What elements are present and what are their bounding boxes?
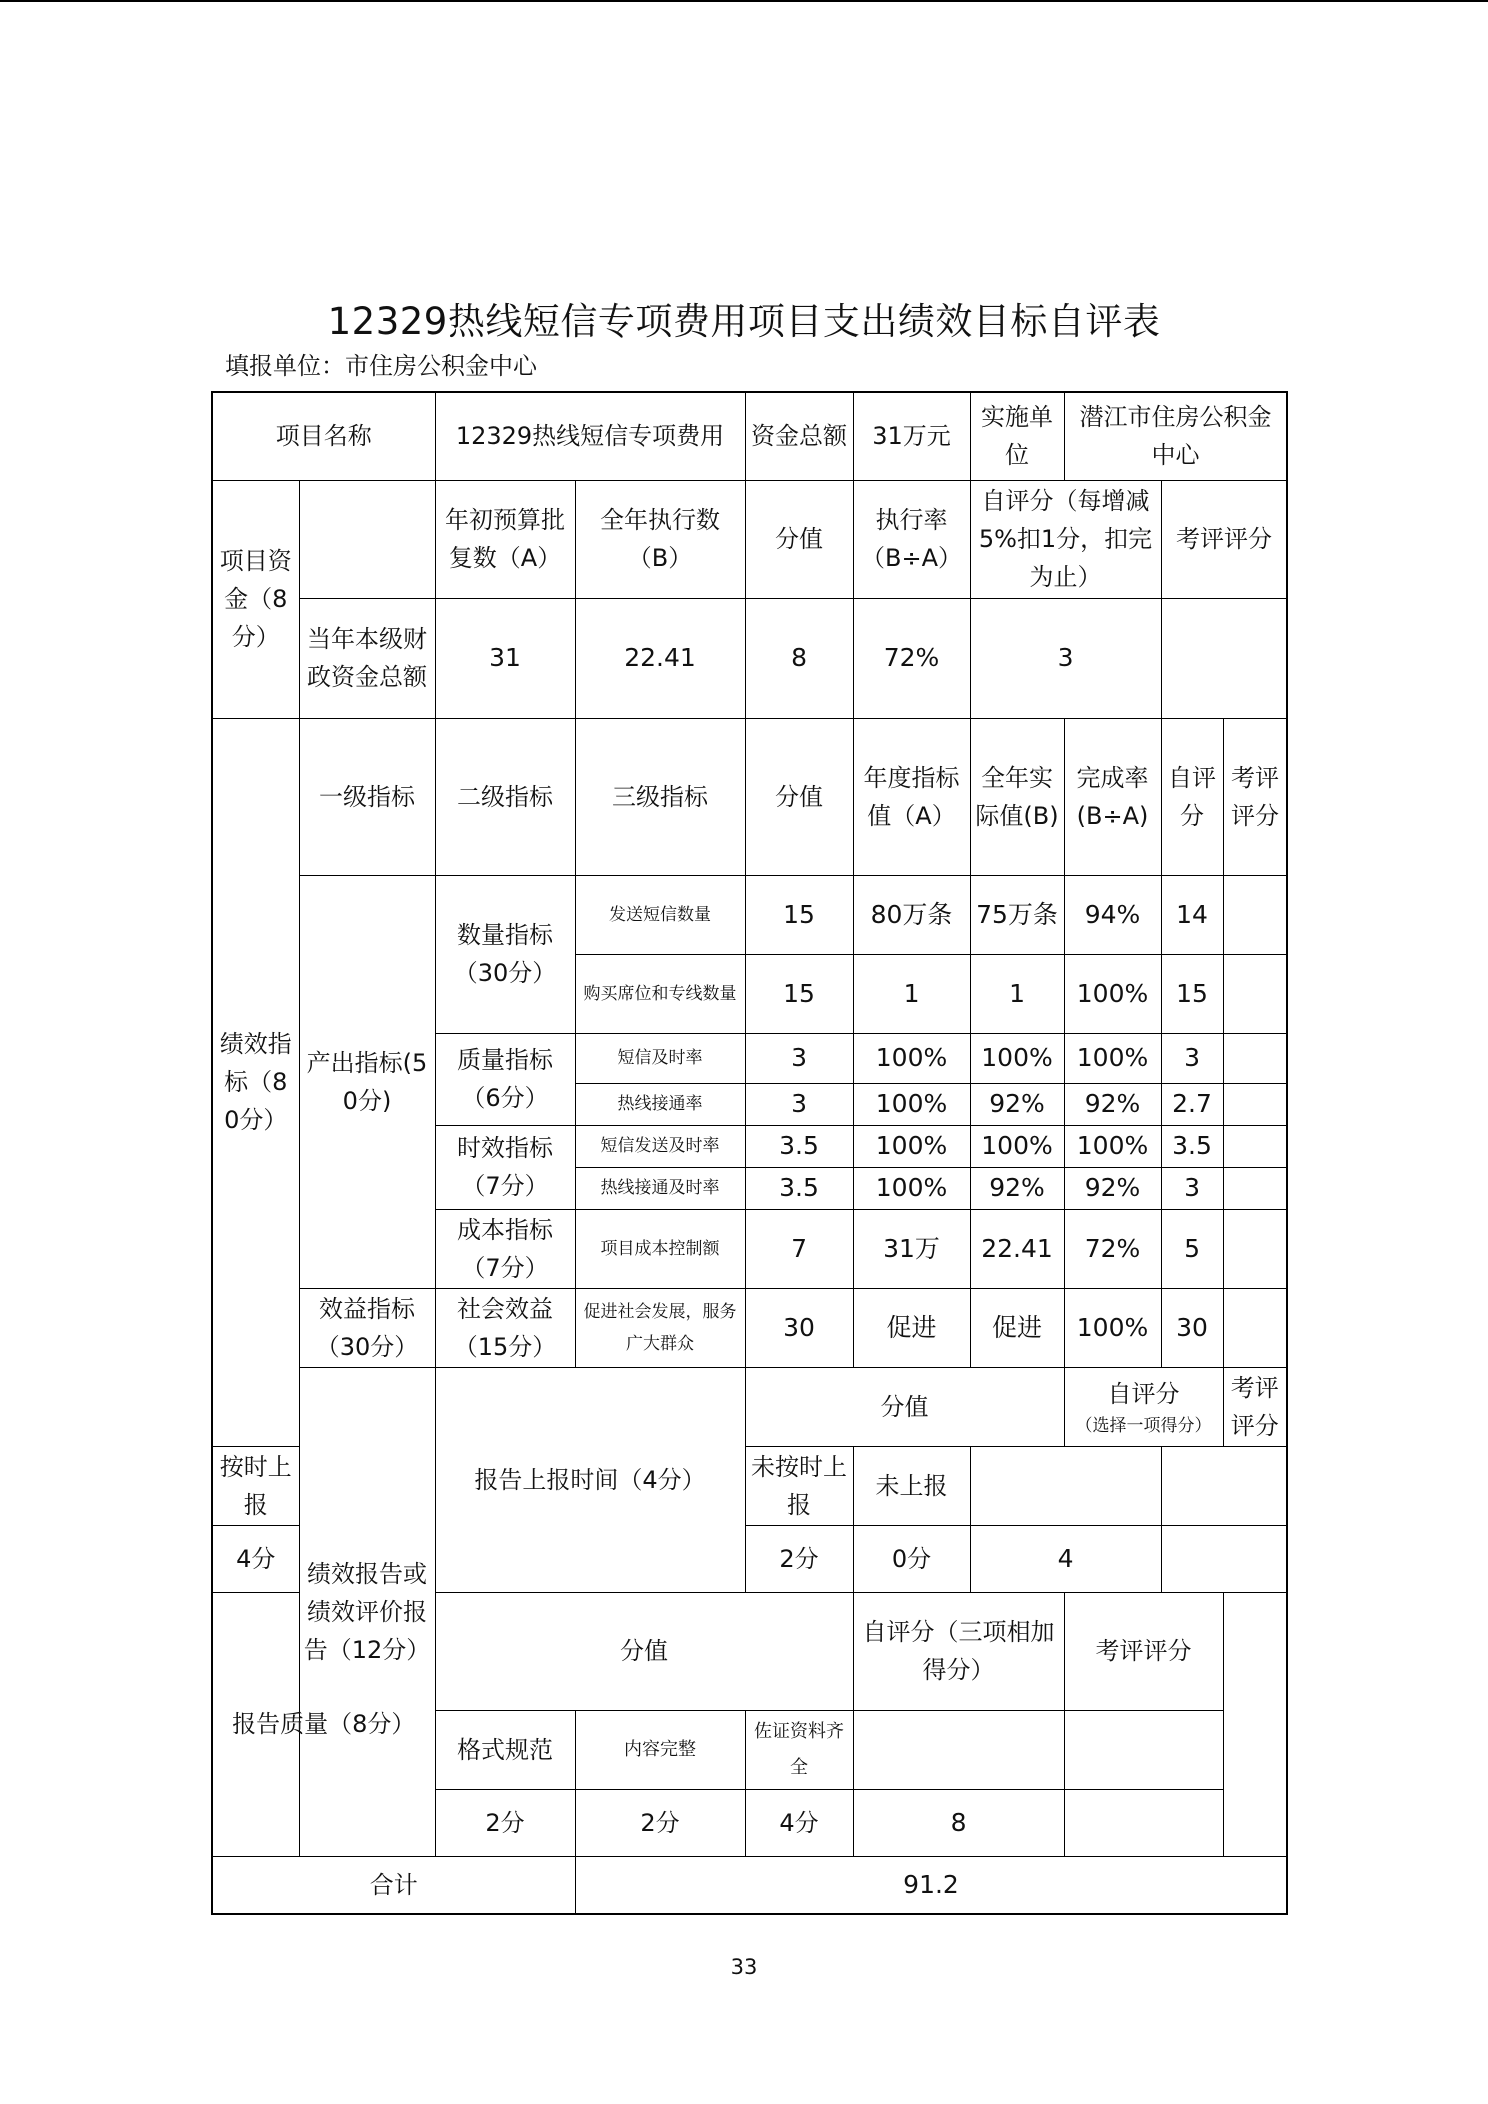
indicator-name: 短信发送及时率	[575, 1125, 745, 1167]
report-timing-self-header	[1064, 1367, 1223, 1446]
ind-review-header: 考评评分	[1223, 718, 1287, 875]
indicator-target: 1	[853, 954, 970, 1033]
total-value: 91.2	[575, 1856, 1287, 1914]
indicator-completion: 100%	[1064, 1288, 1161, 1367]
report-timing-header-row	[212, 1367, 1287, 1446]
indicator-score: 3	[745, 1033, 853, 1083]
report-timing-label: 报告上报时间（4分）	[435, 1367, 745, 1592]
quality-option-format: 格式规范	[435, 1710, 575, 1789]
project-name-value: 12329热线短信专项费用	[435, 392, 745, 480]
report-quality-label: 报告质量（8分）	[212, 1592, 435, 1856]
indicator-target: 促进	[853, 1288, 970, 1367]
table-row	[212, 875, 1287, 954]
report-timing-self-note: （选择一项得分）	[1075, 1415, 1212, 1436]
funds-score-header: 分值	[745, 480, 853, 598]
indicator-score: 3.5	[745, 1125, 853, 1167]
indicator-review-score	[1223, 1288, 1287, 1367]
quality-review-blank	[1064, 1710, 1223, 1789]
funds-rate-value: 72%	[853, 598, 970, 718]
indicator-target: 31万	[853, 1209, 970, 1288]
ind-score-header: 分值	[745, 718, 853, 875]
funds-review-value	[1161, 598, 1287, 718]
indicator-self-score: 15	[1161, 954, 1223, 1033]
quality-self-score: 8	[853, 1789, 1064, 1856]
indicator-self-score: 5	[1161, 1209, 1223, 1288]
indicator-target: 80万条	[853, 875, 970, 954]
quality-option-content: 内容完整	[575, 1710, 745, 1789]
funds-header-row	[212, 480, 1287, 598]
quality-self-blank	[853, 1710, 1064, 1789]
funds-executed-value: 22.41	[575, 598, 745, 718]
funds-review-header: 考评评分	[1161, 480, 1287, 598]
funds-section-label: 项目资金（8分）	[212, 480, 299, 718]
indicator-completion: 92%	[1064, 1167, 1161, 1209]
indicators-section-label: 绩效指标（80分）	[212, 718, 299, 1446]
indicator-score: 3	[745, 1083, 853, 1125]
evaluation-table	[211, 391, 1288, 1915]
indicator-review-score	[1223, 1167, 1287, 1209]
report-timing-score-header: 分值	[745, 1367, 1064, 1446]
indicator-name: 发送短信数量	[575, 875, 745, 954]
indicator-target: 100%	[853, 1167, 970, 1209]
quality-score-format: 2分	[435, 1789, 575, 1856]
indicator-review-score	[1223, 1125, 1287, 1167]
indicator-self-score: 3	[1161, 1167, 1223, 1209]
fund-total-value: 31万元	[853, 392, 970, 480]
impl-unit-label: 实施单位	[970, 392, 1064, 480]
indicator-self-score: 14	[1161, 875, 1223, 954]
funds-budget-value: 31	[435, 598, 575, 718]
quantity-indicator-label: 数量指标（30分）	[435, 875, 575, 1033]
indicator-name: 促进社会发展，服务广大群众	[575, 1288, 745, 1367]
indicator-name: 热线接通及时率	[575, 1167, 745, 1209]
indicator-completion: 92%	[1064, 1083, 1161, 1125]
funds-score-value: 8	[745, 598, 853, 718]
funds-data-row	[212, 598, 1287, 718]
project-name-label: 项目名称	[212, 392, 435, 480]
report-timing-self-title: 自评分	[1107, 1379, 1180, 1408]
indicator-completion: 94%	[1064, 875, 1161, 954]
ind-self-header: 自评分	[1161, 718, 1223, 875]
indicator-completion: 72%	[1064, 1209, 1161, 1288]
timing-option-late: 未按时上报	[745, 1446, 853, 1525]
indicator-name: 项目成本控制额	[575, 1209, 745, 1288]
indicator-self-score: 3.5	[1161, 1125, 1223, 1167]
project-row	[212, 392, 1287, 480]
quality-indicator-label: 质量指标（6分）	[435, 1033, 575, 1125]
fund-total-label: 资金总额	[745, 392, 853, 480]
indicator-score: 15	[745, 875, 853, 954]
impl-unit-value: 潜江市住房公积金中心	[1064, 392, 1287, 480]
filing-unit: 填报单位：市住房公积金中心	[225, 352, 537, 380]
level1-header: 一级指标	[299, 718, 435, 875]
ind-target-header: 年度指标值（A）	[853, 718, 970, 875]
funds-self-score-header: 自评分（每增减5%扣1分，扣完为止）	[970, 480, 1161, 598]
benefit-indicator-label: 效益指标（30分）	[299, 1288, 435, 1367]
indicator-actual: 1	[970, 954, 1064, 1033]
indicator-score: 30	[745, 1288, 853, 1367]
funds-self-score-value: 3	[970, 598, 1161, 718]
quality-review-score	[1064, 1789, 1223, 1856]
page-title: 12329热线短信专项费用项目支出绩效目标自评表	[327, 299, 1161, 343]
indicator-actual: 促进	[970, 1288, 1064, 1367]
indicator-score: 7	[745, 1209, 853, 1288]
funds-executed-header: 全年执行数（B）	[575, 480, 745, 598]
funds-blank-header	[299, 480, 435, 598]
indicator-completion: 100%	[1064, 1033, 1161, 1083]
indicator-actual: 100%	[970, 1125, 1064, 1167]
quality-score-content: 2分	[575, 1789, 745, 1856]
timing-review-blank	[1161, 1446, 1287, 1525]
report-section-label: 绩效报告或绩效评价报告（12分）	[299, 1367, 435, 1856]
indicator-target: 100%	[853, 1125, 970, 1167]
total-row	[212, 1856, 1287, 1914]
indicators-header-row	[212, 718, 1287, 875]
timing-self-score: 4	[970, 1525, 1161, 1592]
indicator-self-score: 30	[1161, 1288, 1223, 1367]
ind-completion-header: 完成率(B÷A)	[1064, 718, 1161, 875]
level3-header: 三级指标	[575, 718, 745, 875]
indicator-actual: 22.41	[970, 1209, 1064, 1288]
timeliness-indicator-label: 时效指标（7分）	[435, 1125, 575, 1209]
cost-indicator-label: 成本指标（7分）	[435, 1209, 575, 1288]
indicator-name: 短信及时率	[575, 1033, 745, 1083]
indicator-actual: 100%	[970, 1033, 1064, 1083]
report-quality-self-header: 自评分（三项相加得分）	[853, 1592, 1064, 1710]
timing-self-blank	[970, 1446, 1161, 1525]
indicator-name: 热线接通率	[575, 1083, 745, 1125]
quality-option-evidence: 佐证资料齐全	[745, 1710, 853, 1789]
indicator-name: 购买席位和专线数量	[575, 954, 745, 1033]
indicator-actual: 92%	[970, 1167, 1064, 1209]
timing-option-none: 未上报	[853, 1446, 970, 1525]
indicator-self-score: 2.7	[1161, 1083, 1223, 1125]
indicator-self-score: 3	[1161, 1033, 1223, 1083]
indicator-score: 15	[745, 954, 853, 1033]
funds-row-label: 当年本级财政资金总额	[299, 598, 435, 718]
indicator-actual: 75万条	[970, 875, 1064, 954]
indicator-target: 100%	[853, 1033, 970, 1083]
timing-option-on-time: 按时上报	[212, 1446, 299, 1525]
quality-score-evidence: 4分	[745, 1789, 853, 1856]
timing-score-late: 2分	[745, 1525, 853, 1592]
timing-score-on-time: 4分	[212, 1525, 299, 1592]
output-indicator-label: 产出指标(50分)	[299, 875, 435, 1288]
funds-rate-header: 执行率（B÷A）	[853, 480, 970, 598]
timing-score-none: 0分	[853, 1525, 970, 1592]
indicator-target: 100%	[853, 1083, 970, 1125]
indicator-review-score	[1223, 1083, 1287, 1125]
page-number: 33	[730, 1955, 758, 1979]
indicator-score: 3.5	[745, 1167, 853, 1209]
report-quality-review-header: 考评评分	[1064, 1592, 1223, 1710]
indicator-actual: 92%	[970, 1083, 1064, 1125]
social-indicator-label: 社会效益（15分）	[435, 1288, 575, 1367]
funds-budget-header: 年初预算批复数（A）	[435, 480, 575, 598]
indicator-review-score	[1223, 1209, 1287, 1288]
total-label: 合计	[212, 1856, 575, 1914]
report-quality-score-header: 分值	[435, 1592, 853, 1710]
level2-header: 二级指标	[435, 718, 575, 875]
indicator-completion: 100%	[1064, 954, 1161, 1033]
report-timing-review-header: 考评评分	[1223, 1367, 1287, 1446]
indicator-review-score	[1223, 954, 1287, 1033]
timing-review-score	[1161, 1525, 1287, 1592]
indicator-review-score	[1223, 1033, 1287, 1083]
indicator-completion: 100%	[1064, 1125, 1161, 1167]
table-row	[212, 1288, 1287, 1367]
indicator-review-score	[1223, 875, 1287, 954]
ind-actual-header: 全年实际值(B)	[970, 718, 1064, 875]
top-border-line	[0, 0, 1488, 2]
